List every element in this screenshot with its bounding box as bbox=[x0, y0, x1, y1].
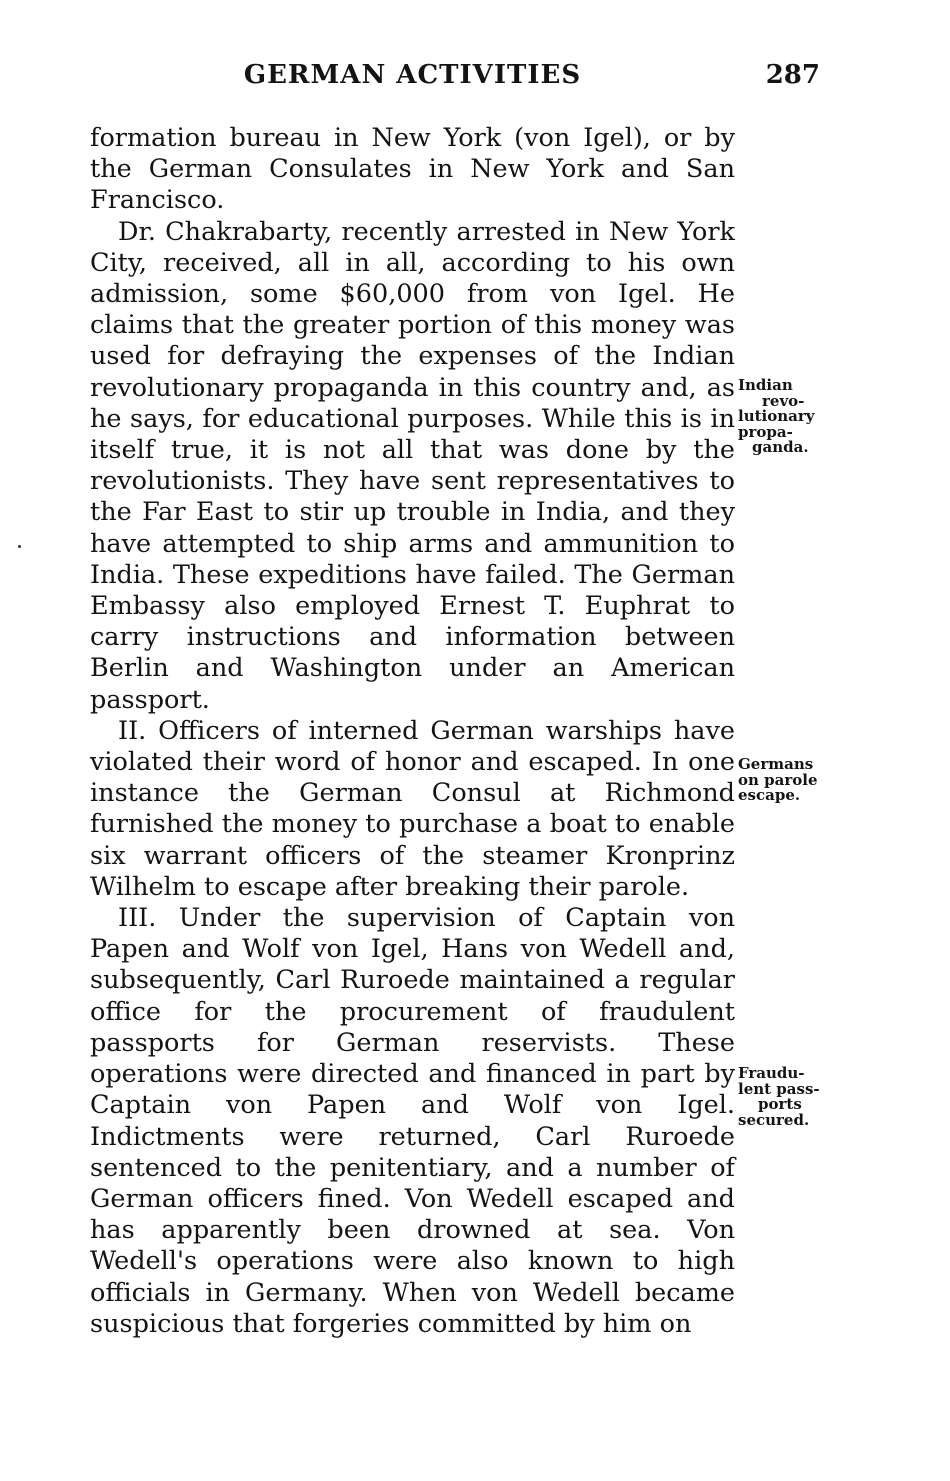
margin-note-line: secured. bbox=[738, 1110, 810, 1129]
page-header bbox=[90, 60, 820, 100]
paragraph-continuation: formation bureau in New York (von Igel), or by the German Consulates in New York and San Francisco. bbox=[90, 123, 735, 216]
paragraph-section-ii: II. Officers of interned German warships have violated their word of honor and escaped. In one instance the German Consul at Richmond furnished the money to purchase a boat to enable six warrant officers of the steamer Kronprinz Wilhelm to escape after breaking their parole. bbox=[90, 715, 735, 902]
margin-note-line: ports bbox=[758, 1095, 802, 1113]
page-number: 287 bbox=[765, 60, 820, 90]
paragraph-section-iii: III. Under the supervision of Captain von Papen and Wolf von Igel, Hans von Wedell and, subsequently, Carl Ruroede maintained a regular office for the procurement of fraudulent passports for German reservists. These operations were directed and financed in part by Captain von Papen and Wolf von Igel. Indictments were returned, Carl Ruroede sentenced to the penitentiary, and a number of German officers fined. Von Wedell escaped and has apparently been drowned at sea. Von Wedell's operations were also known to high officials in Germany. When von Wedell became suspicious that forgeries committed by him on bbox=[90, 903, 735, 1339]
margin-note-germans-escape bbox=[738, 757, 850, 804]
body-text bbox=[90, 123, 735, 1340]
margin-note-line: Germans bbox=[738, 755, 814, 773]
scan-speck bbox=[18, 545, 21, 548]
margin-note-line: on parole bbox=[738, 770, 818, 789]
margin-note-line: lent pass- bbox=[738, 1079, 820, 1098]
margin-note-fraudulent-passports bbox=[738, 1066, 850, 1128]
margin-note-line: ganda. bbox=[752, 438, 809, 456]
margin-note-indian-propaganda bbox=[738, 378, 850, 456]
margin-note-line: propa- bbox=[738, 422, 793, 441]
paragraph-chakrabarty: Dr. Chakrabarty, recently arrested in New York City, received, all in all, according to his own admission, some $60,000 from von Igel. He claims that the greater portion of this money was used for defraying the expenses of the Indian revolutionary propaganda in this country and, as he says, for educational purposes. While this is in itself true, it is not all that was done by the revolutionists. They have sent representatives to the Far East to stir up trouble in India, and they have attempted to ship arms and ammunition to India. These expeditions have failed. The German Embassy also employed Ernest T. Euphrat to carry instructions and information between Berlin and Washington under an American passport. bbox=[90, 216, 735, 715]
margin-note-line: revo- bbox=[762, 391, 805, 410]
margin-note-line: escape. bbox=[738, 786, 801, 804]
margin-note-line: lutionary bbox=[738, 407, 815, 425]
running-title: GERMAN ACTIVITIES bbox=[243, 60, 582, 90]
margin-note-line: Indian bbox=[738, 376, 793, 394]
margin-note-line: Fraudu- bbox=[738, 1064, 805, 1082]
